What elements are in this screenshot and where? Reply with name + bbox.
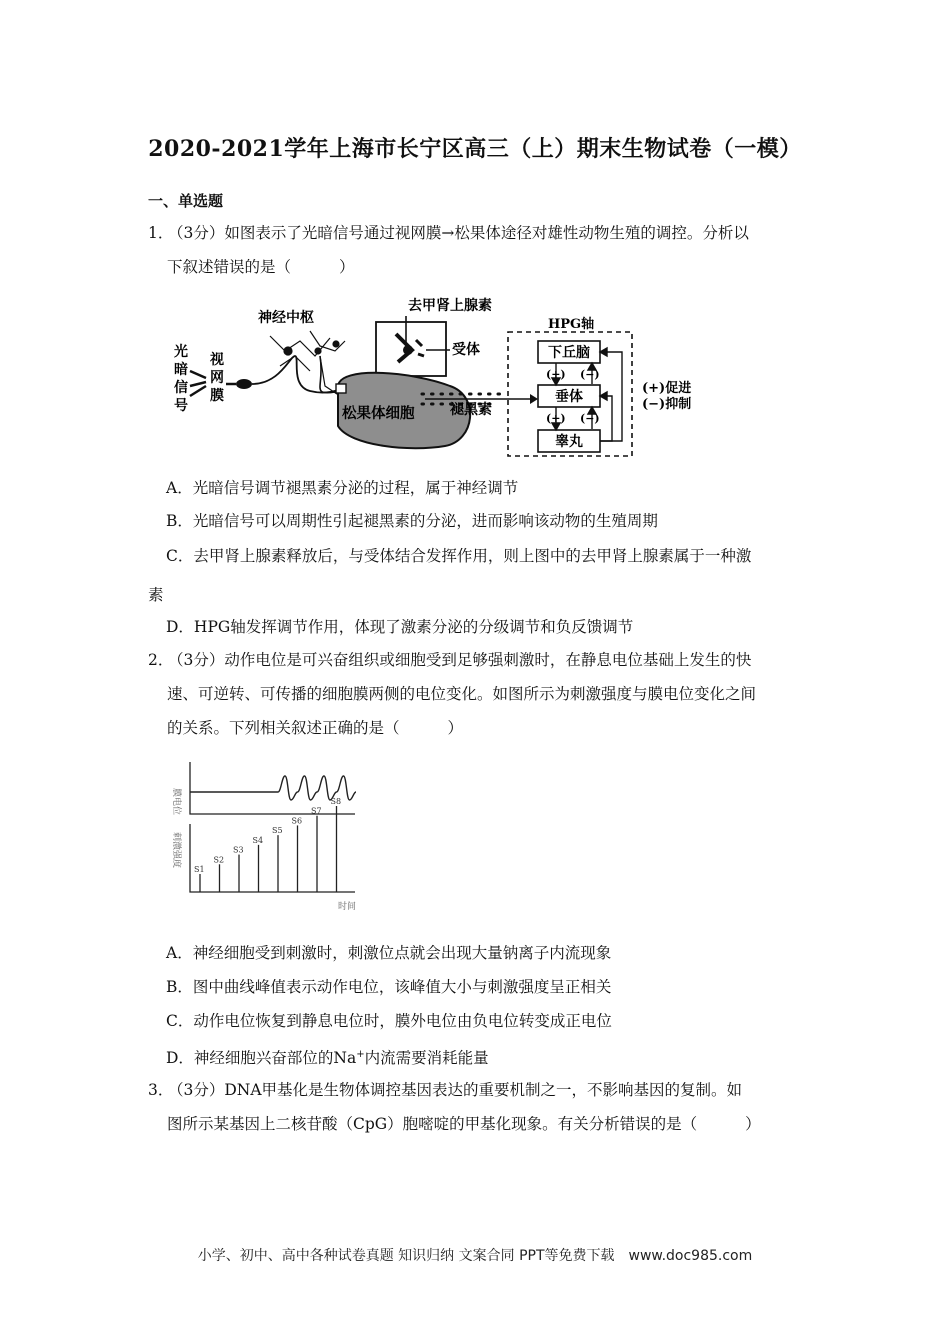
upper-axes <box>190 762 355 814</box>
norepinephrine-label: 去甲肾上腺素 <box>408 298 492 314</box>
stimulus-label: S6 <box>291 816 303 826</box>
question-1-stem <box>148 216 808 284</box>
inhibit-sign: (−) <box>580 412 600 425</box>
retina-char: 视 <box>210 352 224 368</box>
receptor-label: 受体 <box>452 342 480 358</box>
retina-char: 膜 <box>210 388 224 404</box>
light-signal-char: 号 <box>174 398 188 414</box>
q2-option-d <box>166 1045 489 1068</box>
q2-option-b: B．图中曲线峰值表示动作电位，该峰值大小与刺激强度呈正相关 <box>166 978 612 996</box>
stimulus-label: S4 <box>252 835 264 845</box>
melatonin-label: 褪黑素 <box>450 402 492 418</box>
stimulus-label: S5 <box>272 826 283 836</box>
option-text: 内流需要消耗能量 <box>364 1049 489 1068</box>
retina-neuron <box>236 379 252 389</box>
promote-sign: (+) <box>546 368 566 381</box>
stem-line: 动作电位是可兴奋组织或细胞受到足够强刺激时，在静息电位基础上发生的快 <box>224 651 752 669</box>
superscript: + <box>356 1049 365 1060</box>
q2-option-a: A．神经细胞受到刺激时，刺激位点就会出现大量钠离子内流现象 <box>166 944 612 962</box>
membrane-potential-axis-label: 膜电位 <box>171 788 181 816</box>
q1-option-b: B．光暗信号可以周期性引起褪黑素的分泌，进而影响该动物的生殖周期 <box>166 512 658 530</box>
stem-line: 的关系。下列相关叙述正确的是（ <box>167 719 400 737</box>
q1-option-c: C．去甲肾上腺素释放后，与受体结合发挥作用，则上图中的去甲肾上腺素属于一种激 <box>166 547 752 565</box>
light-signal-char: 暗 <box>174 362 188 378</box>
section-heading: 一、单选题 <box>148 192 224 210</box>
inhibit-sign: (−) <box>580 368 600 381</box>
testis-label: 睾丸 <box>555 434 583 450</box>
q1-regulation-diagram <box>160 296 720 464</box>
light-signal-char: 信 <box>174 380 188 396</box>
legend-promote: (+)促进 <box>642 381 692 396</box>
question-score: （3分） <box>168 224 225 242</box>
stem-end: ） <box>339 258 355 276</box>
q2-stimulus-potential-chart <box>160 756 370 914</box>
question-number: 1． <box>148 224 174 242</box>
stem-line: 图所示某基因上二核苷酸（CpG）胞嘧啶的甲基化现象。有关分析错误的是（ <box>167 1115 698 1133</box>
stem-line: 下叙述错误的是（ <box>167 258 292 276</box>
time-axis-label: 时间 <box>338 902 357 912</box>
stem-line: 如图表示了光暗信号通过视网膜→松果体途径对雄性动物生殖的调控。分析以 <box>224 224 749 242</box>
option-text: D．神经细胞兴奋部位的Na <box>166 1049 357 1068</box>
pituitary-label: 垂体 <box>555 389 583 405</box>
stem-line: DNA甲基化是生物体调控基因表达的重要机制之一，不影响基因的复制。如 <box>224 1081 743 1099</box>
question-score: （3分） <box>168 651 225 669</box>
retina-char: 网 <box>210 370 224 386</box>
stimulus-label: S2 <box>213 855 225 865</box>
question-2-stem <box>148 643 808 745</box>
q1-option-c-continued: 素 <box>148 586 164 604</box>
stimulus-label: S7 <box>311 806 322 816</box>
stem-end: ） <box>745 1115 761 1133</box>
q2-option-c: C．动作电位恢复到静息电位时，膜外电位由负电位转变成正电位 <box>166 1012 612 1030</box>
page-footer: 小学、初中、高中各种试卷真题 知识归纳 文案合同 PPT等免费下载 www.doc985.com <box>197 1248 753 1264</box>
stem-end: ） <box>447 719 464 737</box>
question-score: （3分） <box>168 1081 225 1099</box>
stimulus-label: S1 <box>194 865 205 874</box>
nerve-center-label: 神经中枢 <box>258 310 314 326</box>
question-number: 3． <box>148 1081 174 1099</box>
nerve-center-neurons <box>270 331 345 396</box>
pineal-cell-label: 松果体细胞 <box>342 405 415 422</box>
legend-inhibit: (−)抑制 <box>642 397 692 412</box>
stem-line: 速、可逆转、可传播的细胞膜两侧的电位变化。如图所示为刺激强度与膜电位变化之间 <box>167 685 757 703</box>
q1-option-d: D．HPG轴发挥调节作用，体现了激素分泌的分级调节和负反馈调节 <box>166 618 634 636</box>
stimulus-label: S8 <box>330 797 342 806</box>
question-3-stem <box>148 1073 808 1141</box>
promote-sign: (+) <box>546 412 566 425</box>
hypothalamus-label: 下丘脑 <box>548 345 590 361</box>
page-title: 2020-2021学年上海市长宁区高三（上）期末生物试卷（一模） <box>148 136 802 162</box>
light-signal-char: 光 <box>174 344 188 360</box>
stimulus-label: S3 <box>233 845 244 855</box>
q1-option-a: A．光暗信号调节褪黑素分泌的过程，属于神经调节 <box>166 479 519 497</box>
hpg-axis-label: HPG轴 <box>548 317 595 332</box>
question-number: 2． <box>148 651 174 669</box>
stimulus-intensity-axis-label: 刺激强度 <box>171 832 181 869</box>
